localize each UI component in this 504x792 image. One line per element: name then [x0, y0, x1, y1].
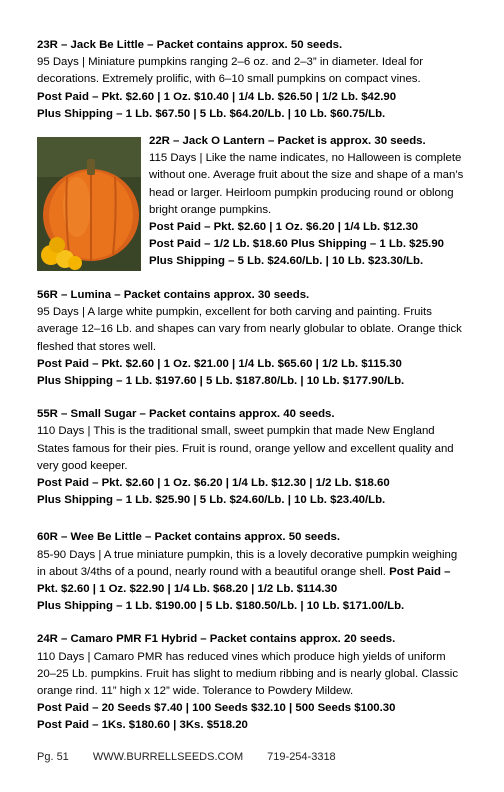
entry-description: 115 Days | Like the name indicates, no Halloween is complete without one. Average fruit about the size and shape of a man’s head or larger. Heirloom pumpkin producing round or oblong bright orange pumpkins.	[149, 152, 464, 216]
entry-price-line: Post Paid – Pkt. $2.60 | 1 Oz. $6.20 | 1/4 Lb. $12.30	[149, 221, 419, 234]
entry-title: 24R – Camaro PMR F1 Hybrid – Packet contains approx. 20 seeds.	[37, 633, 396, 646]
entry-camaro	[37, 631, 467, 734]
entry-description: 110 Days | Camaro PMR has reduced vines which produce high yields of uniform 20–25 Lb. pumpkins. Fruit has slight to medium ribbing and is nearly global. Classic orange rind. 11” high x 12” wide. Tolerance to Powdery Mildew.	[37, 650, 459, 698]
entry-title: 56R – Lumina – Packet contains approx. 30 seeds.	[37, 289, 310, 302]
phone-number: 719-254-3318	[267, 751, 336, 763]
entry-description: 95 Days | Miniature pumpkins ranging 2–6 oz. and 2–3” in diameter. Ideal for decorations. Extremely prolific, with 6–10 small pumpkins on compact vines.	[37, 56, 424, 86]
entry-price-line: Plus Shipping – 1 Lb. $197.60 | 5 Lb. $187.80/Lb. | 10 Lb. $177.90/Lb.	[37, 375, 405, 388]
entry-title: 22R – Jack O Lantern – Packet is approx. 30 seeds.	[149, 135, 426, 148]
entry-price-line: Plus Shipping – 1 Lb. $67.50 | 5 Lb. $64.20/Lb. | 10 Lb. $60.75/Lb.	[37, 107, 386, 120]
entry-lumina	[37, 287, 467, 390]
entry-price-line: Post Paid – Pkt. $2.60 | 1 Oz. $21.00 | 1/4 Lb. $65.60 | 1/2 Lb. $115.30	[37, 357, 402, 370]
entry-text-block	[149, 133, 467, 271]
catalog-page	[37, 37, 467, 735]
entry-price-line: Plus Shipping – 1 Lb. $25.90 | 5 Lb. $24.60/Lb. | 10 Lb. $23.40/Lb.	[37, 494, 386, 507]
entry-price-line: Plus Shipping – 1 Lb. $190.00 | 5 Lb. $180.50/Lb. | 10 Lb. $171.00/Lb.	[37, 600, 405, 613]
website-link[interactable]: WWW.BURRELLSEEDS.COM	[92, 751, 244, 763]
entry-price-line: Post Paid – Pkt. $2.60 | 1 Oz. $22.90 | 1/4 Lb. $68.20 | 1/2 Lb. $114.30	[37, 565, 451, 596]
entry-wee-be-little	[37, 529, 467, 615]
page-footer	[37, 751, 360, 763]
entry-jack-o-lantern	[37, 133, 467, 271]
entry-price-line: Post Paid – 1/2 Lb. $18.60 Plus Shipping – 1 Lb. $25.90	[149, 238, 444, 251]
entry-small-sugar	[37, 406, 467, 509]
entry-description: 110 Days | This is the traditional small, sweet pumpkin that made New England States famous for their pies. Fruit is round, orange yellow and excellent quality and very good keeper.	[37, 425, 454, 472]
page-number: Pg. 51	[37, 751, 69, 763]
entry-title: 55R – Small Sugar – Packet contains approx. 40 seeds.	[37, 408, 335, 421]
pumpkin-photo-icon	[37, 137, 141, 271]
entry-description: 95 Days | A large white pumpkin, excellent for both carving and painting. Fruits average 12–16 Lb. and shapes can vary from nearly globular to oblate. Orange thick fleshed that stores well.	[37, 306, 462, 353]
entry-title: 60R – Wee Be Little – Packet contains approx. 50 seeds.	[37, 531, 341, 544]
entry-price-line: Plus Shipping – 5 Lb. $24.60/Lb. | 10 Lb. $23.30/Lb.	[149, 255, 424, 268]
entry-jack-be-little	[37, 37, 467, 123]
entry-title: 23R – Jack Be Little – Packet contains approx. 50 seeds.	[37, 39, 343, 51]
entry-description-text: 85-90 Days | A true miniature pumpkin, this is a lovely decorative pumpkin weighing in about 3/4ths of a pound, nearly round with a beautiful orange shell.	[37, 548, 458, 578]
entry-price-line: Post Paid – Pkt. $2.60 | 1 Oz. $6.20 | 1/4 Lb. $12.30 | 1/2 Lb. $18.60	[37, 477, 390, 490]
entry-price-line: Post Paid – 1Ks. $180.60 | 3Ks. $518.20	[37, 719, 248, 732]
entry-description	[37, 547, 467, 599]
entry-price-line: Post Paid – 20 Seeds $7.40 | 100 Seeds $32.10 | 500 Seeds $100.30	[37, 702, 396, 715]
entry-price-line: Post Paid – Pkt. $2.60 | 1 Oz. $10.40 | 1/4 Lb. $26.50 | 1/2 Lb. $42.90	[37, 90, 397, 103]
